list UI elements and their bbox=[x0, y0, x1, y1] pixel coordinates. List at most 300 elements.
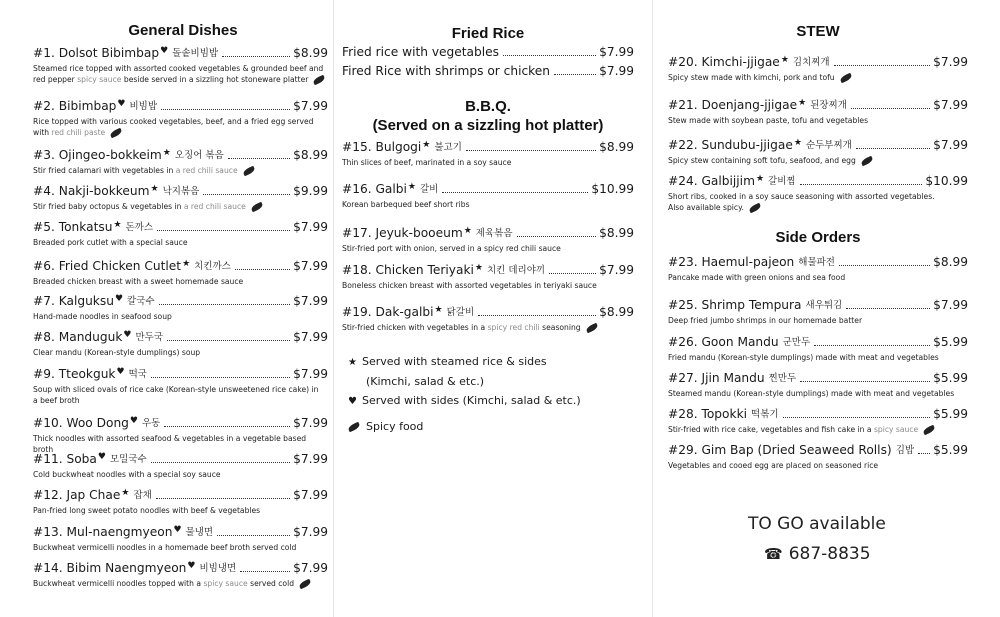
item-title: Bibim Naengmyeon bbox=[66, 561, 187, 575]
item-name bbox=[668, 442, 892, 458]
item-price: $7.99 bbox=[599, 64, 634, 78]
dot-leader bbox=[478, 315, 596, 316]
item-description bbox=[668, 273, 968, 284]
item-korean-name: 김밥 bbox=[895, 445, 915, 456]
dot-leader bbox=[151, 462, 290, 463]
item-name bbox=[668, 370, 765, 386]
item-price: $7.99 bbox=[293, 525, 328, 539]
menu-item bbox=[33, 328, 328, 359]
item-price: $5.99 bbox=[933, 407, 968, 421]
description-text: Stir fried calamari with vegetables in bbox=[33, 166, 174, 175]
description-line2: with bbox=[33, 127, 50, 137]
item-name: Fried rice with vegetables bbox=[342, 45, 499, 59]
menu-item bbox=[33, 523, 328, 554]
star-icon: ★ bbox=[182, 259, 191, 269]
item-number: #16. bbox=[342, 182, 372, 196]
star-icon: ★ bbox=[121, 488, 130, 498]
description-faint-text: spicy red chili bbox=[487, 323, 540, 332]
legend-heart-text: Served with sides (Kimchi, salad & etc.) bbox=[362, 394, 581, 407]
item-korean-name: 돈까스 bbox=[125, 222, 154, 233]
item-name bbox=[33, 293, 114, 309]
item-title: Ojingeo-bokkeim bbox=[58, 148, 162, 162]
item-korean-name: 닭갈비 bbox=[446, 307, 475, 318]
star-icon: ★ bbox=[793, 138, 802, 148]
item-korean-name: 오징어 볶음 bbox=[174, 150, 224, 161]
item-description bbox=[668, 192, 968, 213]
item-price: $8.99 bbox=[293, 148, 328, 162]
item-price: $7.99 bbox=[599, 45, 634, 59]
star-icon: ★ bbox=[474, 263, 483, 273]
description-text: Breaded pork cutlet with a special sauce bbox=[33, 238, 188, 247]
heart-icon: ♥ bbox=[97, 452, 106, 462]
star-icon: ★ bbox=[780, 55, 789, 65]
item-price: $8.99 bbox=[599, 226, 634, 240]
description-text: Vegetables and cooed egg are placed on seasoned rice bbox=[668, 461, 879, 470]
description-text: Buckwheat vermicelli noodles in a homemade beef broth served cold bbox=[33, 543, 297, 552]
dot-leader bbox=[549, 273, 596, 274]
dot-leader bbox=[503, 55, 596, 56]
item-name: Fired Rice with shrimps or chicken bbox=[342, 64, 551, 78]
dot-leader bbox=[167, 340, 290, 341]
menu-item-line bbox=[668, 253, 968, 270]
description-text: Korean barbequed beef short ribs bbox=[342, 200, 470, 209]
item-title: Dolsot Bibimbap bbox=[58, 46, 160, 60]
item-price: $7.99 bbox=[933, 138, 968, 152]
fold-line bbox=[333, 0, 334, 617]
list-item bbox=[342, 62, 634, 79]
pepper-icon bbox=[313, 74, 326, 85]
item-number: #3. bbox=[33, 148, 55, 162]
heart-icon: ♥ bbox=[116, 367, 125, 377]
description-tail: served cold bbox=[250, 579, 295, 588]
dot-leader bbox=[846, 308, 930, 309]
item-description bbox=[33, 506, 328, 517]
description-text: Steamed rice topped with assorted cooked vegetables & grounded beef and bbox=[33, 64, 324, 73]
item-price: $5.99 bbox=[933, 335, 968, 349]
menu-item bbox=[668, 53, 968, 84]
item-title: Shrimp Tempura bbox=[701, 298, 802, 312]
description-faint-text: a red chili sauce bbox=[183, 202, 246, 211]
item-korean-name: 비빔밥 bbox=[129, 101, 158, 112]
description-faint-text: spicy sauce bbox=[873, 425, 919, 434]
item-description bbox=[668, 425, 968, 436]
dot-leader bbox=[240, 571, 290, 572]
item-title: Jeyuk-booeum bbox=[375, 226, 463, 240]
description-text: Stir fried baby octopus & vegetables in bbox=[33, 202, 182, 211]
pepper-icon bbox=[347, 422, 360, 433]
item-description bbox=[33, 166, 328, 177]
togo-text: TO GO available bbox=[748, 514, 886, 534]
menu-item bbox=[33, 218, 328, 249]
item-name bbox=[668, 54, 780, 70]
pepper-icon bbox=[585, 323, 598, 334]
description-faint-text: spicy sauce bbox=[203, 579, 248, 588]
menu-item-line bbox=[33, 146, 328, 163]
description-line2: Also available spicy. bbox=[668, 202, 744, 212]
item-price: $7.99 bbox=[933, 298, 968, 312]
description-text: Cold buckwheat noodles with a special soy sauce bbox=[33, 470, 221, 479]
menu-item-line bbox=[668, 53, 968, 70]
menu-item bbox=[33, 559, 328, 590]
menu-item-line bbox=[33, 328, 328, 345]
item-number: #14. bbox=[33, 561, 63, 575]
item-korean-name: 모밀국수 bbox=[109, 454, 147, 465]
item-name bbox=[342, 304, 434, 320]
star-icon: ★ bbox=[113, 220, 122, 230]
item-name bbox=[668, 137, 793, 153]
menu-item-line bbox=[33, 182, 328, 199]
item-title: Gim Bap (Dried Seaweed Rolls) bbox=[701, 443, 892, 457]
item-title: Jap Chae bbox=[66, 488, 121, 502]
legend-star-text: Served with steamed rice & sides bbox=[362, 355, 547, 368]
item-title: Haemul-pajeon bbox=[701, 255, 795, 269]
description-text: Fried mandu (Korean-style dumplings) made with meat and vegetables bbox=[668, 353, 939, 362]
item-price: $5.99 bbox=[933, 443, 968, 457]
item-price: $7.99 bbox=[293, 367, 328, 381]
heart-icon: ♥ bbox=[129, 416, 138, 426]
item-name bbox=[33, 415, 129, 431]
item-title: Tteokguk bbox=[58, 367, 116, 381]
item-number: #21. bbox=[668, 98, 698, 112]
item-number: #8. bbox=[33, 330, 55, 344]
list-item bbox=[342, 43, 634, 60]
menu-item bbox=[668, 96, 968, 127]
menu-item-line bbox=[668, 172, 968, 189]
item-number: #24. bbox=[668, 174, 698, 188]
description-text: Pan-fried long sweet potato noodles with beef & vegetables bbox=[33, 506, 261, 515]
menu-item-line bbox=[33, 97, 328, 114]
item-price: $8.99 bbox=[599, 140, 634, 154]
item-number: #11. bbox=[33, 452, 63, 466]
pepper-icon bbox=[748, 202, 761, 213]
menu-item bbox=[668, 369, 968, 400]
menu-item-line bbox=[342, 224, 634, 241]
menu-item-line bbox=[33, 559, 328, 576]
menu-item bbox=[33, 292, 328, 323]
item-number: #13. bbox=[33, 525, 63, 539]
menu-item-line bbox=[33, 218, 328, 235]
item-description bbox=[33, 202, 328, 213]
star-icon: ★ bbox=[463, 226, 472, 236]
item-korean-name: 떡국 bbox=[128, 369, 147, 380]
pepper-icon bbox=[860, 156, 873, 167]
star-icon: ★ bbox=[162, 148, 171, 158]
dot-leader bbox=[228, 158, 290, 159]
pepper-icon bbox=[242, 166, 255, 177]
item-korean-name: 찐만두 bbox=[768, 373, 797, 384]
menu-item bbox=[342, 303, 634, 334]
star-icon: ★ bbox=[150, 184, 159, 194]
item-price: $10.99 bbox=[591, 182, 634, 196]
description-text: Rice topped with various cooked vegetables, beef, and a fried egg served bbox=[33, 117, 314, 126]
item-title: Bibimbap bbox=[58, 99, 117, 113]
menu-item-line bbox=[342, 261, 634, 278]
description-tail: beside served in a sizzling hot stoneware platter bbox=[123, 74, 309, 84]
menu-item-line bbox=[33, 523, 328, 540]
item-number: #7. bbox=[33, 294, 55, 308]
item-title: Chicken Teriyaki bbox=[375, 263, 474, 277]
item-description bbox=[668, 156, 968, 167]
item-korean-name: 잡채 bbox=[133, 490, 152, 501]
item-price: $7.99 bbox=[293, 488, 328, 502]
dot-leader bbox=[918, 453, 930, 454]
item-korean-name: 치킨 데리야끼 bbox=[487, 265, 546, 276]
description-text: Thin slices of beef, marinated in a soy sauce bbox=[342, 158, 512, 167]
item-korean-name: 물냉면 bbox=[185, 527, 214, 538]
item-description bbox=[33, 385, 328, 406]
item-number: #2. bbox=[33, 99, 55, 113]
description-text: Stir-fried port with onion, served in a spicy red chili sauce bbox=[342, 244, 561, 253]
dot-leader bbox=[235, 269, 290, 270]
menu-item bbox=[33, 450, 328, 481]
description-text: Thick noodles with assorted seafood & vegetables in a vegetable based broth bbox=[33, 434, 307, 454]
description-text: Spicy stew containing soft tofu, seafood, and egg bbox=[668, 156, 856, 165]
menu-item-line bbox=[668, 136, 968, 153]
item-price: $7.99 bbox=[933, 98, 968, 112]
item-price: $7.99 bbox=[293, 259, 328, 273]
item-number: #17. bbox=[342, 226, 372, 240]
item-number: #29. bbox=[668, 443, 698, 457]
menu-item-line bbox=[342, 303, 634, 320]
heart-icon: ♥ bbox=[348, 396, 357, 407]
item-description bbox=[342, 244, 634, 255]
dot-leader bbox=[161, 109, 290, 110]
menu-item-line bbox=[33, 486, 328, 503]
item-description bbox=[342, 158, 634, 169]
pepper-icon bbox=[110, 127, 123, 138]
item-name bbox=[33, 329, 122, 345]
item-description bbox=[33, 579, 328, 590]
pepper-icon bbox=[298, 579, 311, 590]
item-title: Woo Dong bbox=[66, 416, 129, 430]
telephone-icon: ☎ bbox=[764, 545, 783, 563]
menu-item-line bbox=[668, 333, 968, 350]
item-price: $10.99 bbox=[925, 174, 968, 188]
item-korean-name: 우동 bbox=[142, 418, 161, 429]
description-text: Breaded chicken breast with a sweet homemade sauce bbox=[33, 277, 244, 286]
item-title: Nakji-bokkeum bbox=[58, 184, 150, 198]
item-description bbox=[668, 116, 968, 127]
star-icon: ★ bbox=[798, 98, 807, 108]
item-name bbox=[33, 487, 120, 503]
menu-item-line bbox=[342, 138, 634, 155]
item-title: Mul-naengmyeon bbox=[66, 525, 173, 539]
description-text: Soup with sliced ovals of rice cake (Korean-style unsweetened rice cake) in bbox=[33, 385, 319, 394]
item-korean-name: 낙지볶음 bbox=[162, 186, 200, 197]
dot-leader bbox=[156, 498, 290, 499]
item-title: Topokki bbox=[701, 407, 748, 421]
menu-item bbox=[342, 180, 634, 211]
fried-rice-title: Fried Rice bbox=[451, 25, 525, 42]
description-text: Steamed mandu (Korean-style dumplings) made with meat and vegetables bbox=[668, 389, 955, 398]
item-title: Jjin Mandu bbox=[701, 371, 765, 385]
menu-item bbox=[342, 138, 634, 169]
heart-icon: ♥ bbox=[187, 561, 196, 571]
item-korean-name: 비빔냉면 bbox=[199, 563, 237, 574]
dot-leader bbox=[157, 230, 290, 231]
bbq-subtitle: (Served on a sizzling hot platter) bbox=[372, 117, 604, 134]
item-description bbox=[33, 238, 328, 249]
item-korean-name: 떡볶기 bbox=[751, 409, 779, 420]
item-number: #15. bbox=[342, 140, 372, 154]
menu-item bbox=[342, 224, 634, 255]
menu-item bbox=[668, 333, 968, 364]
item-number: #19. bbox=[342, 305, 372, 319]
item-number: #6. bbox=[33, 259, 55, 273]
item-korean-name: 해물파전 bbox=[798, 257, 835, 268]
dot-leader bbox=[203, 194, 290, 195]
item-title: Galbi bbox=[375, 182, 407, 196]
item-price: $7.99 bbox=[293, 416, 328, 430]
item-description bbox=[33, 348, 328, 359]
legend-spicy-text: Spicy food bbox=[366, 420, 424, 433]
item-name bbox=[668, 173, 755, 189]
phone-number: 687-8835 bbox=[788, 544, 871, 564]
dot-leader bbox=[834, 65, 931, 66]
description-text: Boneless chicken breast with assorted vegetables in teriyaki sauce bbox=[342, 281, 597, 290]
item-korean-name: 치킨까스 bbox=[194, 261, 231, 272]
menu-item bbox=[33, 146, 328, 177]
menu-item bbox=[33, 365, 328, 406]
item-name bbox=[668, 334, 779, 350]
description-text: Short ribs, cooked in a soy sauce seasoning with assorted vegetables. bbox=[668, 192, 935, 201]
bbq-title: B.B.Q. bbox=[465, 98, 511, 115]
dot-leader bbox=[217, 535, 290, 536]
item-korean-name: 된장찌개 bbox=[810, 100, 847, 111]
dot-leader bbox=[554, 74, 596, 75]
item-title: Sundubu-jjigae bbox=[701, 138, 793, 152]
description-text: Spicy stew made with kimchi, pork and tofu bbox=[668, 73, 835, 82]
general-dishes-title: General Dishes bbox=[128, 22, 238, 39]
pepper-icon bbox=[839, 73, 852, 84]
item-korean-name: 불고기 bbox=[434, 142, 462, 153]
item-description bbox=[33, 470, 328, 481]
item-price: $7.99 bbox=[293, 99, 328, 113]
item-price: $7.99 bbox=[293, 294, 328, 308]
item-number: #9. bbox=[33, 367, 55, 381]
menu-item bbox=[668, 296, 968, 327]
menu-item bbox=[668, 253, 968, 284]
star-icon: ★ bbox=[755, 174, 765, 184]
item-price: $8.99 bbox=[599, 305, 634, 319]
item-number: #10. bbox=[33, 416, 63, 430]
menu-item bbox=[33, 182, 328, 213]
item-price: $7.99 bbox=[933, 55, 968, 69]
description-text: Pancake made with green onions and sea food bbox=[668, 273, 846, 282]
item-korean-name: 만두국 bbox=[135, 332, 164, 343]
dot-leader bbox=[851, 108, 930, 109]
menu-item-line bbox=[668, 405, 968, 422]
menu-item bbox=[33, 486, 328, 517]
item-name bbox=[33, 451, 97, 467]
item-korean-name: 제육볶음 bbox=[475, 228, 513, 239]
dot-leader bbox=[222, 56, 290, 57]
item-price: $7.99 bbox=[293, 561, 328, 575]
menu-item bbox=[33, 97, 328, 138]
heart-icon: ♥ bbox=[123, 330, 132, 340]
item-korean-name: 새우튀김 bbox=[805, 300, 843, 311]
item-number: #20. bbox=[668, 55, 698, 69]
menu-item-line bbox=[33, 365, 328, 382]
item-number: #28. bbox=[668, 407, 698, 421]
item-korean-name: 군만두 bbox=[782, 337, 811, 348]
description-text: Stew made with soybean paste, tofu and vegetables bbox=[668, 116, 869, 125]
item-description bbox=[33, 312, 328, 323]
description-faint-text: red chili paste bbox=[51, 127, 106, 137]
item-title: Kalguksu bbox=[58, 294, 114, 308]
item-description bbox=[668, 353, 968, 364]
legend bbox=[348, 352, 581, 436]
item-description bbox=[33, 117, 328, 138]
description-text: Hand-made noodles in seafood soup bbox=[33, 312, 172, 321]
item-description bbox=[342, 200, 634, 211]
menu-item bbox=[668, 172, 968, 213]
item-price: $7.99 bbox=[293, 452, 328, 466]
item-description bbox=[668, 316, 968, 327]
item-name bbox=[342, 262, 474, 278]
menu-item-line bbox=[33, 414, 328, 431]
description-line2: red pepper bbox=[33, 74, 75, 84]
description-faint-text: a red chili sauce bbox=[175, 166, 238, 175]
item-number: #27. bbox=[668, 371, 698, 385]
dot-leader bbox=[517, 236, 597, 237]
fold-line bbox=[652, 0, 653, 617]
item-price: $8.99 bbox=[933, 255, 968, 269]
heart-icon: ♥ bbox=[117, 99, 126, 109]
item-description bbox=[33, 277, 328, 288]
stew-title: STEW bbox=[796, 23, 840, 40]
item-korean-name: 칼국수 bbox=[127, 296, 155, 307]
description-text: Deep fried jumbo shrimps in our homemade batter bbox=[668, 316, 863, 325]
item-name bbox=[668, 97, 797, 113]
item-description bbox=[668, 389, 968, 400]
heart-icon: ♥ bbox=[114, 294, 124, 304]
item-description bbox=[342, 323, 634, 334]
menu-item bbox=[668, 405, 968, 436]
item-name bbox=[33, 258, 181, 274]
item-name bbox=[342, 181, 407, 197]
menu-item-line bbox=[668, 369, 968, 386]
item-title: Tonkatsu bbox=[58, 220, 113, 234]
star-icon: ★ bbox=[434, 305, 443, 315]
item-price: $7.99 bbox=[293, 220, 328, 234]
pepper-icon bbox=[922, 425, 935, 436]
star-icon: ★ bbox=[407, 182, 416, 192]
side-orders-title: Side Orders bbox=[775, 229, 861, 246]
menu-item bbox=[33, 414, 328, 455]
item-name bbox=[668, 406, 747, 422]
dot-leader bbox=[164, 426, 290, 427]
description-text: Stir-fried chicken with vegetables in a bbox=[342, 323, 486, 332]
item-korean-name: 갈비 bbox=[419, 184, 439, 195]
description-faint-text: spicy sauce bbox=[77, 74, 122, 84]
item-number: #25. bbox=[668, 298, 698, 312]
item-name bbox=[342, 139, 421, 155]
menu-item bbox=[33, 257, 328, 288]
dot-leader bbox=[814, 345, 930, 346]
menu-item-line bbox=[33, 257, 328, 274]
item-title: Goon Mandu bbox=[701, 335, 779, 349]
dot-leader bbox=[856, 148, 930, 149]
item-title: Dak-galbi bbox=[375, 305, 434, 319]
item-korean-name: 순두부찌개 bbox=[805, 140, 852, 151]
item-number: #23. bbox=[668, 255, 698, 269]
item-description bbox=[33, 64, 328, 85]
item-number: #18. bbox=[342, 263, 372, 277]
dot-leader bbox=[442, 192, 588, 193]
item-description bbox=[668, 461, 968, 472]
menu-item-line bbox=[33, 44, 328, 61]
